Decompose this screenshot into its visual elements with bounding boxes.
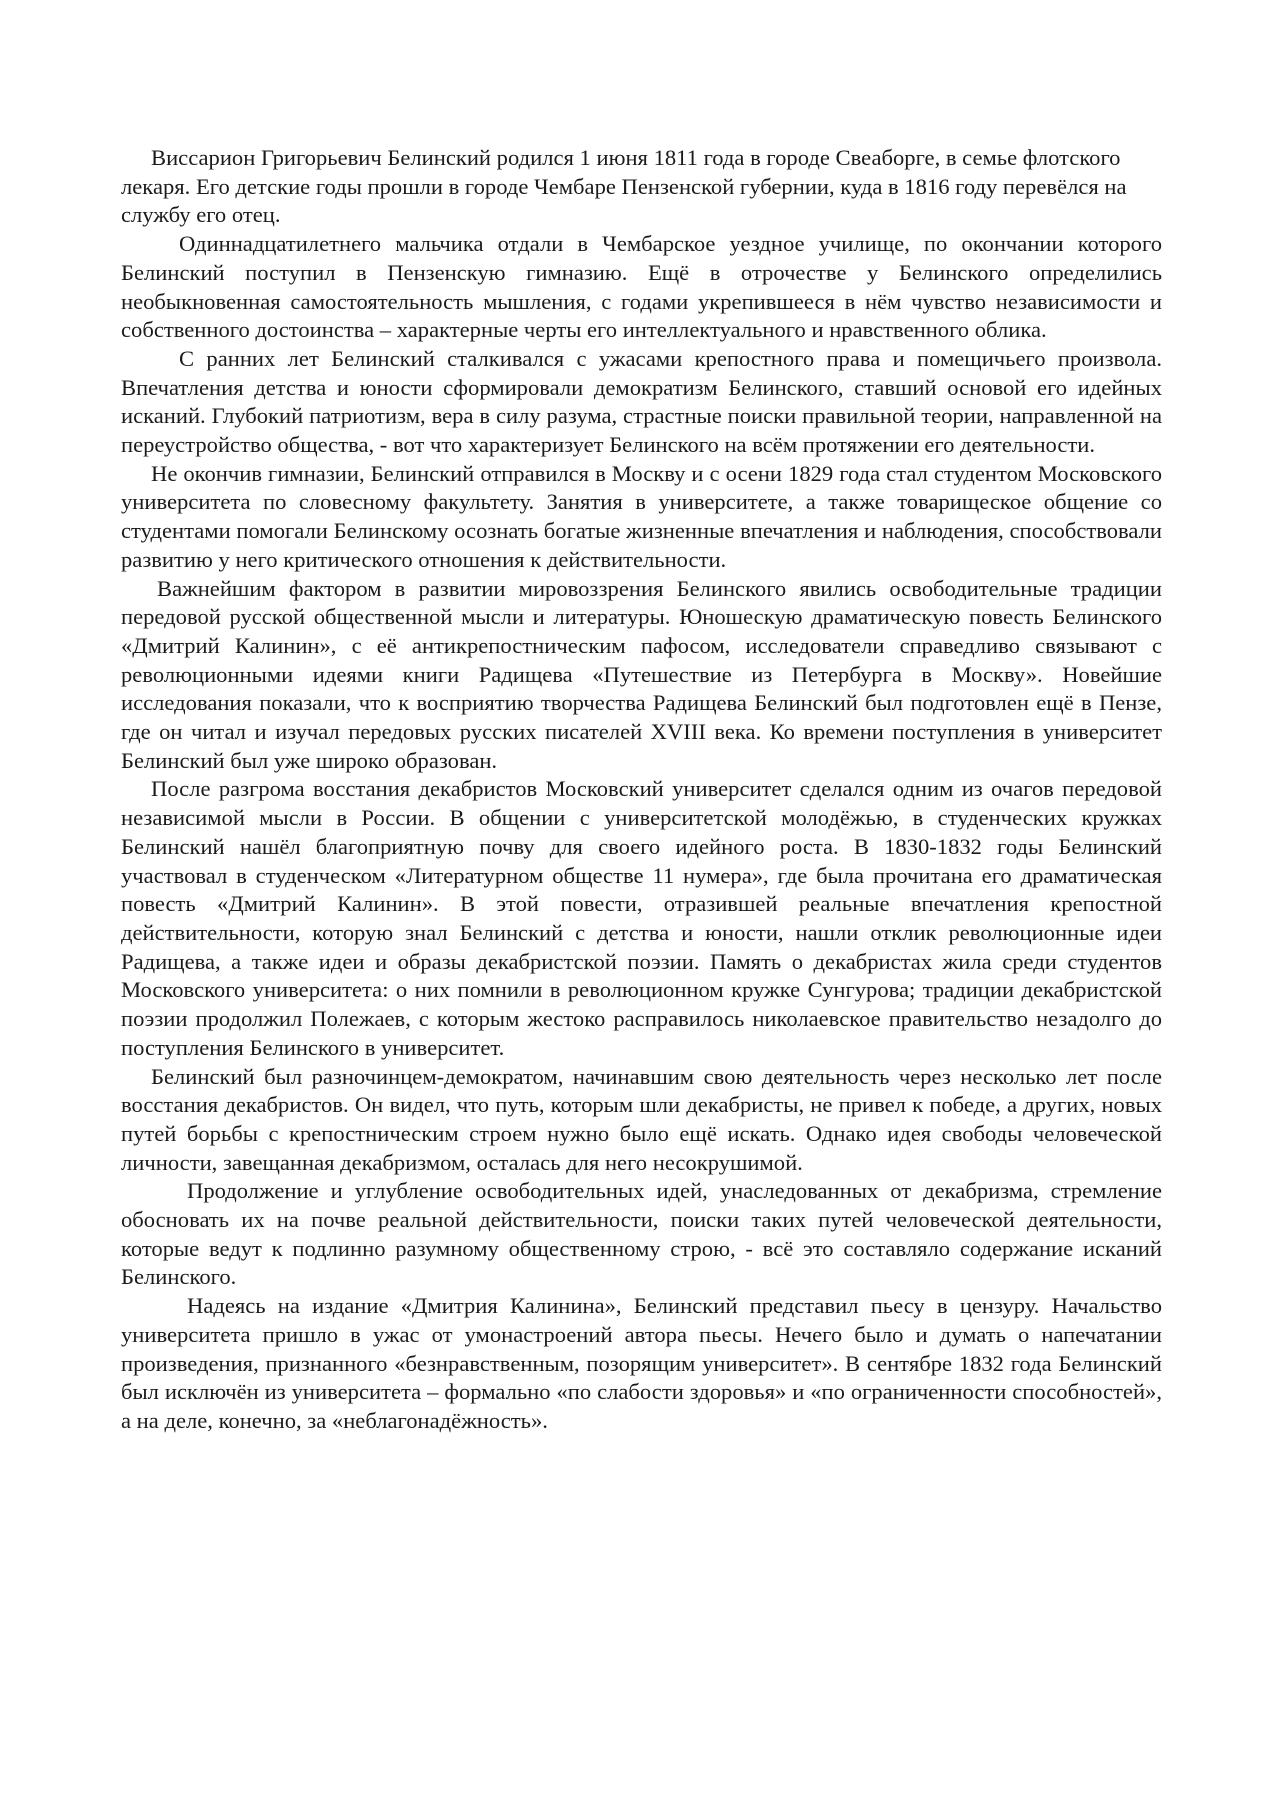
paragraph-continuation: Продолжение и углубление освободительных идей, унаследованных от декабризма, стремление обосновать их на почве реальной действительности, поиски таких путей человеческой деятельности, которые ведут к подлинно разумному общественному строю, - всё это составляло содержание исканий Белинского. [121,1178,1162,1290]
paragraph-democrat: Белинский был разночинцем-демократом, начинавшим свою деятельность через несколько лет после восстания декабристов. Он видел, что путь, которым шли декабристы, не привел к победе, а других, новых путей борьбы с крепостническим строем нужно было ещё искать. Однако идея свободы человеческой личности, завещанная декабризмом, осталась для него несокрушимой. [121,1063,1162,1175]
paragraph-worldview: Важнейшим фактором в развитии мировоззрения Белинского явились освободительные традиции передовой русской общественной мысли и литературы. Юношескую драматическую повесть Белинского «Дмитрий Калинин», с её антикрепостническим пафосом, исследователи справедливо связывают с революционными идеями книги Радищева «Путешествие из Петербурга в Москву». Новейшие исследования показали, что к восприятию творчества Радищева Белинский был подготовлен ещё в Пензе, где он читал и изучал передовых русских писателей XVIII века. Ко времени поступления в университет Белинский был уже широко образован. [121,575,1162,773]
paragraph-university: Не окончив гимназии, Белинский отправился в Москву и с осени 1829 года стал студентом Московского университета по словесному факультету. Занятия в университете, а также товарищеское общение со студентами помогали Белинскому осознать богатые жизненные впечатления и наблюдения, способствовали развитию у него критического отношения к действительности. [121,460,1162,572]
paragraph-early-years: С ранних лет Белинский сталкивался с ужасами крепостного права и помещичьего произвола. Впечатления детства и юности сформировали демократизм Белинского, ставший основой его идейных исканий. Глубокий патриотизм, вера в силу разума, страстные поиски правильной теории, направленной на переустройство общества, - вот что характеризует Белинского на всём протяжении его деятельности. [121,345,1162,458]
paragraph-birth: Виссарион Григорьевич Белинский родился 1 июня 1811 года в городе Свеаборге, в семье флотского лекаря. Его детские годы прошли в городе Чембаре Пензенской губернии, куда в 1816 году перевёлся на службу его отец. [121,145,1127,228]
paragraph-decembrists: После разгрома восстания декабристов Московский университет сделался одним из очагов передовой независимой мысли в России. В общении с университетской молодёжью, в студенческих кружках Белинский нашёл благоприятную почву для своего идейного роста. В 1830-1832 годы Белинский участвовал в студенческом «Литературном обществе 11 нумера», где была прочитана его драматическая повесть «Дмитрий Калинин». В этой повести, отразившей реальные впечатления крепостной действительности, которую знал Белинский с детства и юности, нашли отклик революционные идеи Радищева, а также идеи и образы декабристской поэзии. Память о декабристах жила среди студентов Московского университета: о них помнили в революционном кружке Сунгурова; традиции декабристской поэзии продолжил Полежаев, с которым жестоко расправилось николаевское правительство незадолго до поступления Белинского в университет. [121,776,1162,1060]
paragraph-expulsion: Надеясь на издание «Дмитрия Калинина», Белинский представил пьесу в цензуру. Начальство университета пришло в ужас от умонастроений автора пьесы. Нечего было и думать о напечатании произведения, признанного «безнравственным, позорящим университет». В сентябре 1832 года Белинский был исключён из университета – формально «по слабости здоровья» и «по ограниченности способностей», а на деле, конечно, за «неблагонадёжность». [121,1293,1162,1433]
document-body [121,144,1162,1436]
paragraph-school: Одиннадцатилетнего мальчика отдали в Чембарское уездное училище, по окончании которого Белинский поступил в Пензенскую гимназию. Ещё в отрочестве у Белинского определились необыкновенная самостоятельность мышления, с годами укрепившееся в нём чувство независимости и собственного достоинства – характерные черты его интеллектуального и нравственного облика. [121,231,1162,343]
